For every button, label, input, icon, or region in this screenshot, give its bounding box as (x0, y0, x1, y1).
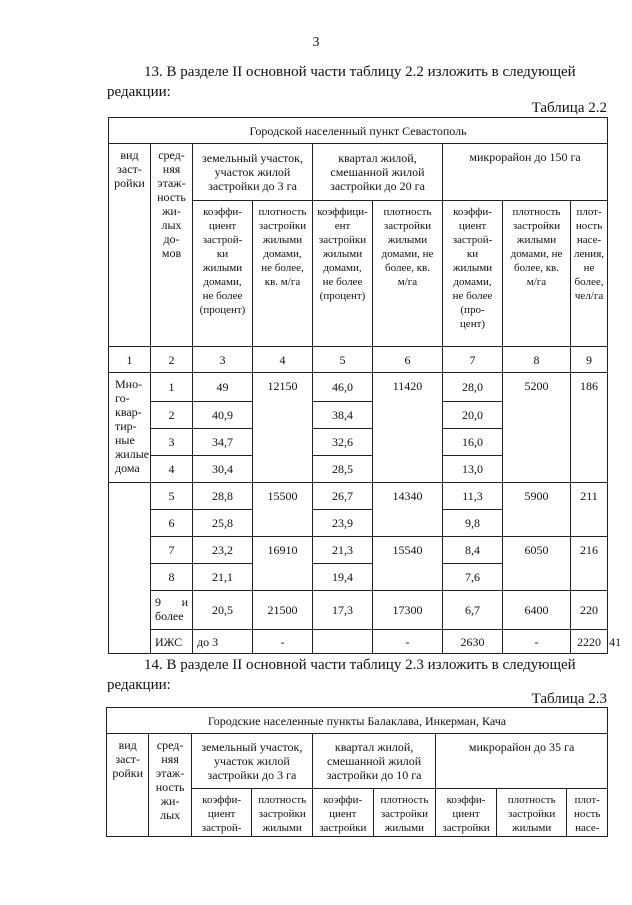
cell: 6400 (503, 591, 571, 630)
header-group-quarter: квартал жилой, смешанной жилой застройки до 10 га (313, 734, 436, 789)
subheader: плотность застройки жилыми (373, 789, 436, 837)
column-number: 4 (253, 347, 313, 373)
cell: 15500 (253, 483, 313, 537)
subheader: коэффици- ент застройки жилыми домами, не более (процент) (313, 201, 373, 347)
cell: 5200 (503, 373, 571, 483)
cell: - (503, 630, 571, 654)
column-number: 5 (313, 347, 373, 373)
cell: 23,9 (313, 510, 373, 537)
cell: 11,3 (443, 483, 503, 510)
table-2-3-caption: Таблица 2.3 (531, 691, 607, 707)
floors-cell: 3 (151, 429, 193, 456)
subheader: плотность застройки жилыми домами, не более, кв. м/га (503, 201, 571, 347)
cell: 21,1 (193, 564, 253, 591)
header-kind: вид заст- ройки (107, 734, 149, 837)
header-group-plot: земельный участок, участок жилой застройки до 3 га (193, 144, 313, 201)
cell: 21,3 (313, 537, 373, 564)
floors-cell: 2 (151, 402, 193, 429)
subheader: плот- ность насе- (567, 789, 608, 837)
cell: 9,8 (443, 510, 503, 537)
cell: 7,6 (443, 564, 503, 591)
table-row (109, 537, 608, 564)
table-title: Городские населенные пункты Балаклава, Инкерман, Кача (107, 708, 608, 734)
column-number: 8 (503, 347, 571, 373)
subheader: коэффи- циент застройки (313, 789, 374, 837)
floors-cell: 7 (151, 537, 193, 564)
cell: 2220 (571, 630, 608, 654)
header-floors: сред- няя этаж- ность жи- лых (149, 734, 191, 837)
floors-cell: 8 (151, 564, 193, 591)
subheader: коэффи- циент застрой- ки жилыми домами, не более (про- цент) (443, 201, 503, 347)
table-row (109, 373, 608, 402)
cell: 186 (571, 373, 608, 483)
floors-cell-9-plus: 9 и более (151, 591, 193, 630)
table-row (109, 483, 608, 510)
subheader: плотность застройки жилыми (496, 789, 567, 837)
cell: 220 (571, 591, 608, 630)
cell: 46,0 (313, 373, 373, 402)
cell: 5900 (503, 483, 571, 537)
cell: - (373, 630, 443, 654)
header-group-plot: земельный участок, участок жилой застройки до 3 га (191, 734, 312, 789)
header-group-quarter: квартал жилой, смешанной жилой застройки до 20 га (313, 144, 443, 201)
floors-cell: 5 (151, 483, 193, 510)
table-row: ИЖС до 3 - - 2630 - 2220 41 (109, 630, 608, 654)
cell: 30,4 (193, 456, 253, 483)
cell: 32,6 (313, 429, 373, 456)
column-number: 7 (443, 347, 503, 373)
cell: 16910 (253, 537, 313, 591)
column-number: 9 (571, 347, 608, 373)
cell: 23,2 (193, 537, 253, 564)
cell: 13,0 (443, 456, 503, 483)
cell: 28,8 (193, 483, 253, 510)
column-number: 6 (373, 347, 443, 373)
subheader: плотность застройки жилыми домами, не более, кв. м/га (373, 201, 443, 347)
cell (313, 630, 373, 654)
subheader: плот- ность насе- ления, не более, чел/га (571, 201, 608, 347)
header-kind: вид заст- ройки (109, 144, 151, 347)
cell: 216 (571, 537, 608, 591)
header-group-district: микрорайон до 35 га (436, 734, 608, 789)
header-group-district: микрорайон до 150 га (443, 144, 608, 201)
cell: 21500 (253, 591, 313, 630)
cell: 6,7 (443, 591, 503, 630)
floors-cell: 6 (151, 510, 193, 537)
cell: 19,4 (313, 564, 373, 591)
kind-continuation (109, 483, 151, 654)
cell: 12150 (253, 373, 313, 483)
floors-cell: до 3 (193, 630, 253, 654)
cell: 28,5 (313, 456, 373, 483)
cell: - (253, 630, 313, 654)
cell: 16,0 (443, 429, 503, 456)
section-13-text-cont: редакции: (107, 84, 171, 100)
table-2-2 (108, 117, 622, 654)
cell: 34,7 (193, 429, 253, 456)
column-number: 3 (193, 347, 253, 373)
column-number: 1 (109, 347, 151, 373)
cell: 11420 (373, 373, 443, 483)
cell: 15540 (373, 537, 443, 591)
cell: 25,8 (193, 510, 253, 537)
cell: 8,4 (443, 537, 503, 564)
subheader: коэффи- циент застрой- ки жилыми домами, не более (процент) (193, 201, 253, 347)
subheader: плотность застройки жилыми (252, 789, 313, 837)
cell: 211 (571, 483, 608, 537)
header-floors: сред- няя этаж- ность жи- лых до- мов (151, 144, 193, 347)
cell: 20,0 (443, 402, 503, 429)
table-2-3 (106, 707, 608, 837)
subheader: коэффи- циент застрой- (191, 789, 252, 837)
floors-cell: 1 (151, 373, 193, 402)
cell: 2630 (443, 630, 503, 654)
cell: 40,9 (193, 402, 253, 429)
section-13-text: 13. В разделе II основной части таблицу 2.2 изложить в следующей (144, 64, 576, 80)
cell: 26,7 (313, 483, 373, 510)
cell: 20,5 (193, 591, 253, 630)
section-14-text-cont: редакции: (107, 677, 171, 693)
cell: 17300 (373, 591, 443, 630)
kind-izhs: ИЖС (151, 630, 193, 654)
subheader: коэффи- циент застройки (436, 789, 497, 837)
table-2-2-caption: Таблица 2.2 (531, 100, 607, 116)
cell: 6050 (503, 537, 571, 591)
floors-cell: 4 (151, 456, 193, 483)
page-number: 3 (312, 35, 320, 50)
table-row (109, 591, 608, 630)
table-title: Городской населенный пункт Севастополь (109, 118, 608, 144)
cell: 38,4 (313, 402, 373, 429)
cell: 28,0 (443, 373, 503, 402)
subheader: плотность застройки жилыми домами, не более, кв. м/га (253, 201, 313, 347)
kind-apartment-buildings: Мно- го- квар- тир- ные жилые дома (109, 373, 151, 483)
column-number: 2 (151, 347, 193, 373)
cell: 14340 (373, 483, 443, 537)
cell: 49 (193, 373, 253, 402)
section-14-text: 14. В разделе II основной части таблицу 2.3 изложить в следующей (144, 657, 576, 673)
cell: 17,3 (313, 591, 373, 630)
